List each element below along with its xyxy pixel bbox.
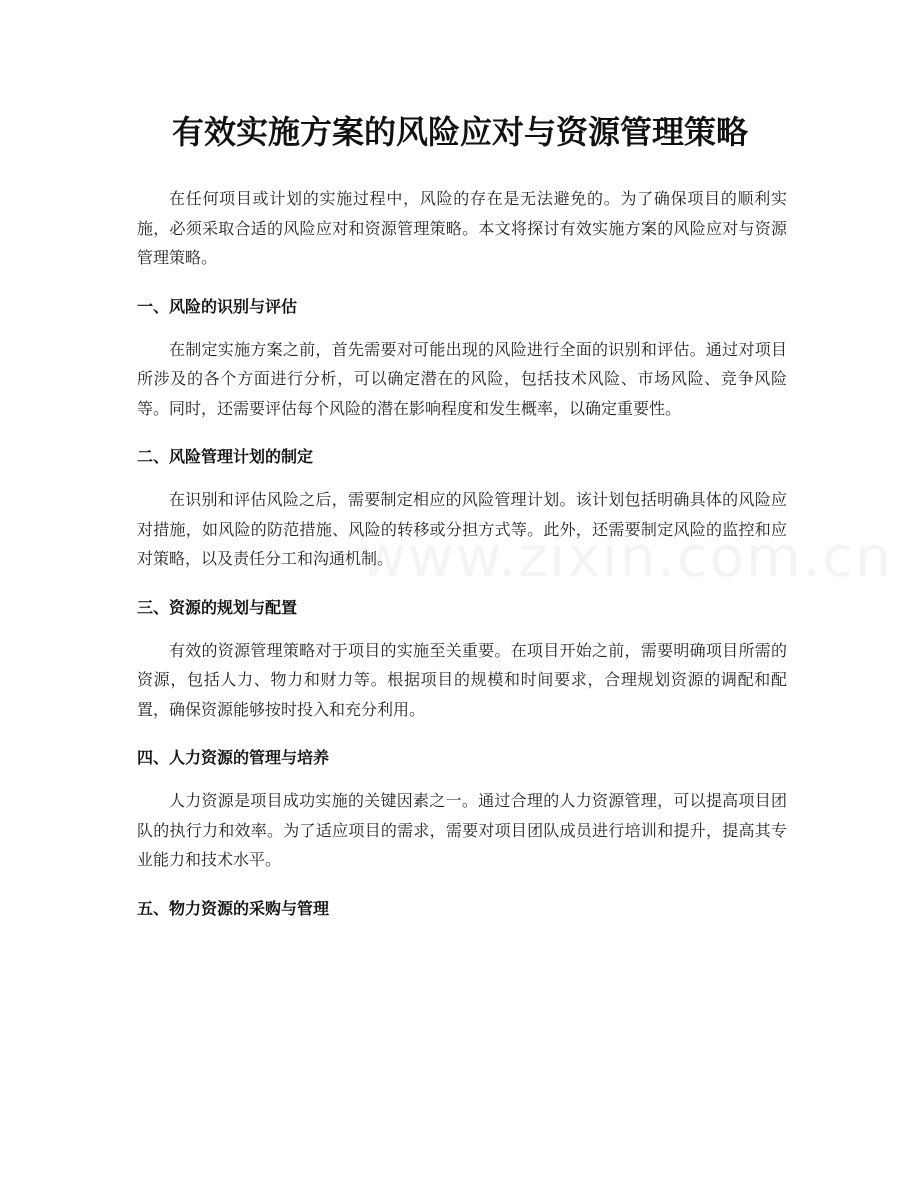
document-body xyxy=(137,184,787,922)
section-5-heading: 五、物力资源的采购与管理 xyxy=(137,898,330,918)
document-title: 有效实施方案的风险应对与资源管理策略 xyxy=(171,113,748,151)
section-3-heading: 三、资源的规划与配置 xyxy=(137,597,298,617)
section-1-heading: 一、风险的识别与评估 xyxy=(137,296,298,316)
section-1-paragraph: 在制定实施方案之前，首先需要对可能出现的风险进行全面的识别和评估。通过对项目所涉及的各个方面进行分析，可以确定潜在的风险，包括技术风险、市场风险、竞争风险等。同时，还需要评估每个风险的潜在影响程度和发生概率，以确定重要性。 xyxy=(137,339,787,418)
section-2-heading: 二、风险管理计划的制定 xyxy=(137,447,314,466)
section-3-paragraph: 有效的资源管理策略对于项目的实施至关重要。在项目开始之前，需要明确项目所需的资源，包括人力、物力和财力等。根据项目的规模和时间要求，合理规划资源的调配和配置，确保资源能够按时投入和充分利用。 xyxy=(137,640,787,719)
section-4-paragraph: 人力资源是项目成功实施的关键因素之一。通过合理的人力资源管理，可以提高项目团队的执行力和效率。为了适应项目的需求，需要对项目团队成员进行培训和提升，提高其专业能力和技术水平。 xyxy=(137,791,787,869)
section-2-paragraph: 在识别和评估风险之后，需要制定相应的风险管理计划。该计划包括明确具体的风险应对措施，如风险的防范措施、风险的转移或分担方式等。此外，还需要制定风险的监控和应对策略，以及责任分工和沟通机制。 xyxy=(137,490,787,568)
intro-paragraph: 在任何项目或计划的实施过程中，风险的存在是无法避免的。为了确保项目的顺利实施，必须采取合适的风险应对和资源管理策略。本文将探讨有效实施方案的风险应对与资源管理策略。 xyxy=(137,189,787,267)
section-4-heading: 四、人力资源的管理与培养 xyxy=(137,748,330,767)
